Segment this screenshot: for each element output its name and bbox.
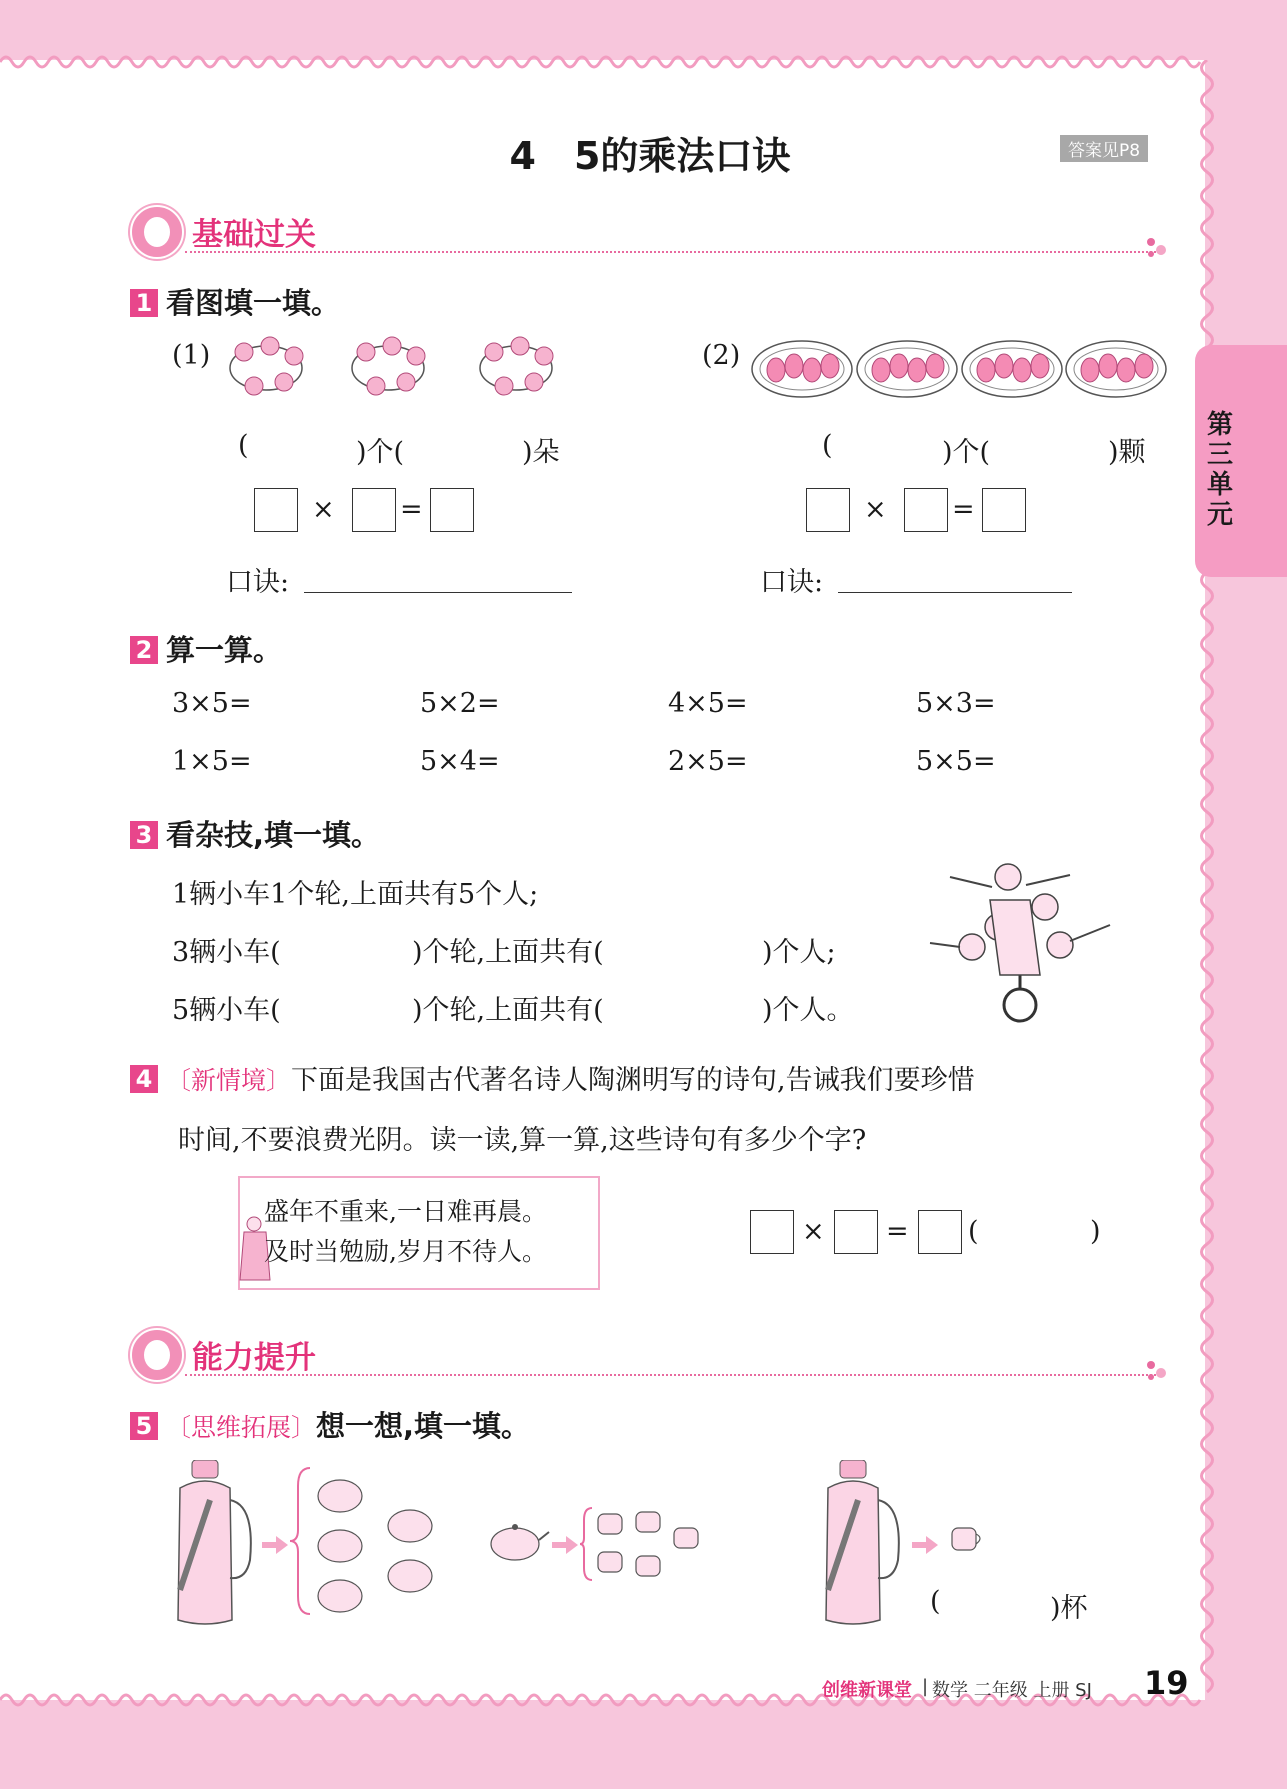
question-2	[130, 628, 282, 669]
answer-box[interactable]	[904, 488, 948, 532]
q1-part1-label: (1)	[172, 340, 211, 371]
arrow-right-icon	[912, 1536, 938, 1554]
answer-reference-badge: 答案见P8	[1060, 135, 1148, 162]
q1-part2-unit1: )个(	[942, 437, 991, 468]
answer-box[interactable]	[834, 1210, 878, 1254]
cup-icon	[948, 1524, 984, 1556]
answer-box[interactable]	[430, 488, 474, 532]
q1-part2-unit2: )颗	[1108, 437, 1146, 468]
flower-ring-icon	[218, 332, 314, 404]
q5-paren-open: (	[930, 1586, 941, 1617]
question-text: 算一算。	[166, 633, 283, 667]
section-advanced-label: 能力提升	[192, 1340, 316, 1376]
question-1	[130, 281, 340, 322]
calc-item: 5×4=	[420, 746, 500, 777]
question-number: 3	[130, 821, 158, 849]
thinking-extension-tag: 〔思维拓展〕	[166, 1413, 317, 1442]
right-wave-border	[1196, 60, 1218, 1700]
new-context-tag: 〔新情境〕	[166, 1066, 292, 1095]
answer-box[interactable]	[352, 488, 396, 532]
flower-ring-icon	[468, 332, 564, 404]
q3-line-3a: 5辆小车(	[172, 995, 281, 1026]
cups-group-icon	[594, 1508, 704, 1584]
teapots-group-icon	[310, 1468, 450, 1618]
q3-line-2a: 3辆小车(	[172, 937, 281, 968]
thermos-icon	[170, 1460, 260, 1630]
teapot-icon	[485, 1520, 551, 1564]
question-text: 看杂技,填一填。	[166, 818, 381, 852]
q3-line-3b: )个轮,上面共有(	[412, 995, 604, 1026]
question-text: 下面是我国古代著名诗人陶渊明写的诗句,告诫我们要珍惜	[291, 1065, 975, 1096]
flower-ring-icon	[340, 332, 436, 404]
dots-ornament-icon	[1145, 236, 1175, 260]
times-sign: ×	[802, 1216, 825, 1247]
arrow-right-icon	[552, 1536, 578, 1554]
q1-part1-unit1: )个(	[356, 437, 405, 468]
q3-line-1: 1辆小车1个轮,上面共有5个人;	[172, 879, 539, 910]
question-text: 想一想,填一填。	[316, 1409, 531, 1443]
girl-avatar-icon	[130, 205, 184, 259]
q1-part1-open: (	[238, 430, 249, 461]
answer-box[interactable]	[982, 488, 1026, 532]
answer-box[interactable]	[806, 488, 850, 532]
acrobats-unicycle-illustration	[920, 855, 1120, 1025]
strawberry-plate-icon	[855, 336, 959, 402]
q3-line-3c: )个人。	[762, 995, 854, 1026]
monkey-avatar-icon	[130, 1328, 184, 1382]
answer-box[interactable]	[918, 1210, 962, 1254]
question-number: 2	[130, 636, 158, 664]
answer-box[interactable]	[750, 1210, 794, 1254]
answer-box[interactable]	[254, 488, 298, 532]
q1-part2-label: (2)	[702, 340, 741, 371]
equals-sign: =	[400, 494, 423, 525]
section-basic-label: 基础过关	[192, 217, 316, 253]
equals-sign: =	[952, 494, 975, 525]
question-number: 1	[130, 289, 158, 317]
calc-item: 1×5=	[172, 746, 252, 777]
calc-item: 3×5=	[172, 688, 252, 719]
formula-label: 口诀:	[226, 567, 290, 598]
question-3	[130, 813, 380, 854]
arrow-right-icon	[262, 1536, 288, 1554]
q1-part1-unit2: )朵	[522, 437, 560, 468]
question-text-continued: 时间,不要浪费光阴。读一读,算一算,这些诗句有多少个字?	[178, 1125, 867, 1156]
thermos-icon	[818, 1460, 908, 1630]
page-title: 4 5的乘法口诀	[509, 134, 791, 178]
paren-close: )	[1090, 1216, 1101, 1247]
formula-label: 口诀:	[760, 567, 824, 598]
q5-unit: )杯	[1050, 1593, 1088, 1624]
footer-brand: 创维新课堂	[822, 1680, 912, 1701]
calc-item: 4×5=	[668, 688, 748, 719]
poem-line-1: 盛年不重来,一日难再晨。	[264, 1197, 547, 1226]
dots-ornament-icon	[1145, 1359, 1175, 1383]
section-divider	[185, 1374, 1160, 1376]
brace-icon	[580, 1506, 594, 1582]
question-text: 看图填一填。	[166, 286, 341, 320]
question-number: 4	[130, 1065, 158, 1093]
question-5	[130, 1404, 530, 1445]
top-wave-border	[0, 52, 1205, 72]
strawberry-plate-icon	[1064, 336, 1168, 402]
q3-line-2b: )个轮,上面共有(	[412, 937, 604, 968]
formula-answer-line[interactable]	[304, 592, 572, 593]
equals-sign: =	[886, 1216, 909, 1247]
section-divider	[185, 251, 1160, 253]
strawberry-plate-icon	[960, 336, 1064, 402]
q1-part2-open: (	[822, 430, 833, 461]
footer-divider: |	[922, 1676, 929, 1697]
q3-line-2c: )个人;	[762, 937, 836, 968]
calc-item: 5×2=	[420, 688, 500, 719]
calc-item: 5×5=	[916, 746, 996, 777]
strawberry-plate-icon	[750, 336, 854, 402]
calc-item: 5×3=	[916, 688, 996, 719]
page-number: 19	[1144, 1664, 1189, 1702]
brace-icon	[290, 1466, 312, 1616]
times-sign: ×	[864, 494, 887, 525]
calc-item: 2×5=	[668, 746, 748, 777]
paren-open: (	[968, 1216, 979, 1247]
unit-side-tab-label: 第三单元	[1206, 410, 1233, 530]
times-sign: ×	[312, 494, 335, 525]
formula-answer-line[interactable]	[838, 592, 1072, 593]
question-number: 5	[130, 1412, 158, 1440]
question-4	[130, 1058, 975, 1097]
poem-line-2: 及时当勉励,岁月不待人。	[264, 1237, 547, 1266]
footer-info: 数学 二年级 上册 SJ	[932, 1680, 1092, 1701]
